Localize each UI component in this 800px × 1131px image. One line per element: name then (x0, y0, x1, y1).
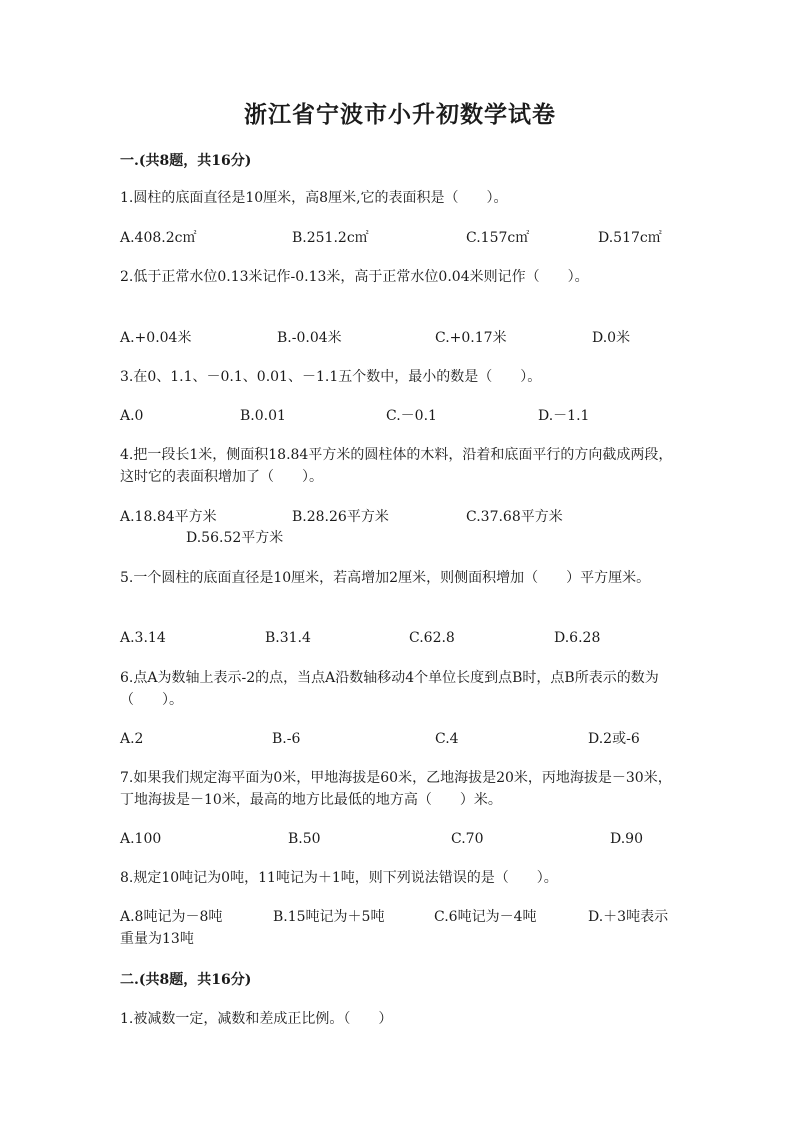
option-d: D.517c㎡ (598, 230, 662, 246)
option-d: D.0米 (592, 330, 631, 346)
option-b: B.0.01 (240, 408, 286, 424)
question-stem: 3.在0、1.1、－0.1、0.01、－1.1五个数中，最小的数是（ ）。 (120, 369, 542, 385)
section-heading: 一.(共8题，共16分) (120, 153, 252, 169)
question-stem: 1.被减数一定，减数和差成正比例。（ ） (120, 1011, 393, 1027)
option-b: B.31.4 (265, 630, 311, 646)
option-c: C.62.8 (409, 630, 455, 646)
option-b: B.50 (288, 831, 321, 847)
option-d: D.6.28 (554, 630, 601, 646)
option-c: C.37.68平方米 (466, 509, 563, 525)
option-d: D.＋3吨表示重量为13吨 (120, 909, 669, 947)
option-a: A.18.84平方米 (120, 509, 217, 525)
option-b: B.15吨记为＋5吨 (273, 909, 385, 925)
option-b: B.-0.04米 (277, 330, 342, 346)
question-stem: 7.如果我们规定海平面为0米，甲地海拔是60米，乙地海拔是20米，丙地海拔是－30米，丁地海拔是－10米，最高的地方比最低的地方高（ ）米。 (120, 770, 672, 808)
option-d: D.56.52平方米 (186, 530, 284, 546)
option-d: D.90 (610, 831, 643, 847)
exam-title: 浙江省宁波市小升初数学试卷 (244, 101, 556, 128)
option-c: C.4 (435, 731, 459, 747)
option-a: A.100 (120, 831, 162, 847)
question-stem: 1.圆柱的底面直径是10厘米，高8厘米,它的表面积是（ ）。 (120, 190, 508, 206)
section-heading: 二.(共8题，共16分) (120, 972, 252, 988)
option-b: B.28.26平方米 (292, 509, 389, 525)
question-stem: 8.规定10吨记为0吨，11吨记为＋1吨，则下列说法错误的是（ ）。 (120, 870, 558, 886)
question-stem: 4.把一段长1米，侧面积18.84平方米的圆柱体的木料，沿着和底面平行的方向截成两段，这时它的表面积增加了（ ）。 (120, 447, 673, 485)
option-c: C.157c㎡ (466, 230, 530, 246)
option-a: A.408.2c㎡ (120, 230, 197, 246)
option-a: A.2 (120, 731, 144, 747)
option-c: C.6吨记为－4吨 (434, 909, 537, 925)
option-a: A.3.14 (120, 630, 166, 646)
question-stem: 6.点A为数轴上表示-2的点，当点A沿数轴移动4个单位长度到点B时，点B所表示的数为（ ）。 (120, 670, 659, 708)
question-stem: 2.低于正常水位0.13米记作-0.13米，高于正常水位0.04米则记作（ ）。 (120, 269, 589, 285)
question-stem: 5.一个圆柱的底面直径是10厘米，若高增加2厘米，则侧面积增加（ ）平方厘米。 (120, 570, 651, 586)
option-d: D.2或-6 (588, 731, 640, 747)
option-c: C.+0.17米 (435, 330, 507, 346)
option-b: B.-6 (272, 731, 301, 747)
option-a: A.8吨记为－8吨 (120, 909, 223, 925)
option-a: A.0 (120, 408, 144, 424)
option-b: B.251.2c㎡ (292, 230, 369, 246)
option-c: C.－0.1 (386, 408, 437, 424)
option-a: A.+0.04米 (120, 330, 192, 346)
option-d: D.－1.1 (538, 408, 590, 424)
option-c: C.70 (451, 831, 484, 847)
